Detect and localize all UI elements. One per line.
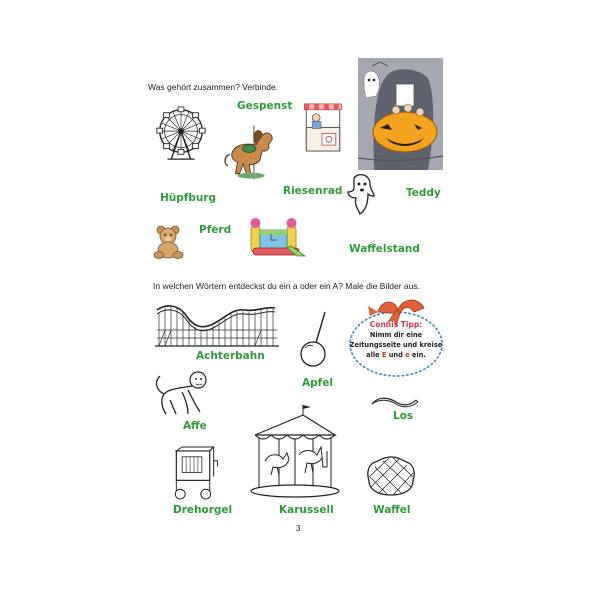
lottery-ticket-picture: [370, 394, 420, 410]
word-huepfburg: Hüpfburg: [160, 192, 217, 204]
waffle-stand-picture: [302, 98, 344, 153]
word-karussell: Karussell: [279, 504, 334, 516]
tip-line-3-end: ein.: [409, 351, 426, 359]
monkey-picture: [152, 368, 212, 418]
roller-coaster-picture: [155, 300, 283, 348]
tip-letter-upper: E: [381, 351, 387, 359]
word-waffel: Waffel: [373, 504, 411, 516]
tip-box: [348, 296, 444, 378]
word-gespenst: Gespenst: [237, 100, 293, 112]
tip-letter-lower: e: [405, 351, 410, 359]
instruction-find-a: In welchen Wörtern entdeckst du ein a oder ein A? Male die Bilder aus.: [153, 281, 420, 291]
tip-title: Connis Tipp:: [369, 320, 423, 329]
ghost-train-picture: [358, 58, 443, 170]
barrel-organ-picture: [170, 445, 218, 500]
word-apfel: Apfel: [302, 377, 333, 389]
word-waffelstand: Waffelstand: [349, 243, 420, 255]
tip-line-1: Nimm dir eine: [369, 331, 423, 339]
candy-apple-picture: [295, 310, 333, 368]
tip-line-3: [348, 351, 444, 359]
waffle-picture: [365, 455, 417, 497]
tip-line-3-start: alle: [366, 351, 382, 359]
word-achterbahn: Achterbahn: [196, 350, 265, 362]
ferris-wheel-picture: [152, 105, 210, 163]
word-los: Los: [393, 410, 414, 422]
tip-line-2: Zeitungsseite und kreise: [349, 341, 443, 349]
tip-line-3-middle: und: [386, 351, 406, 359]
carousel-picture: [245, 403, 343, 501]
word-teddy: Teddy: [406, 187, 441, 199]
word-affe: Affe: [183, 420, 207, 432]
word-drehorgel: Drehorgel: [173, 504, 233, 516]
instruction-connect: Was gehört zusammen? Verbinde.: [148, 82, 279, 92]
word-pferd: Pferd: [199, 224, 232, 236]
bouncy-castle-picture: [247, 208, 307, 258]
ghost-picture: [346, 172, 376, 216]
carousel-horse-picture: [222, 125, 280, 180]
word-riesenrad: Riesenrad: [283, 185, 343, 197]
teddy-bear-picture: [153, 225, 185, 259]
page-number: 3: [296, 524, 301, 533]
